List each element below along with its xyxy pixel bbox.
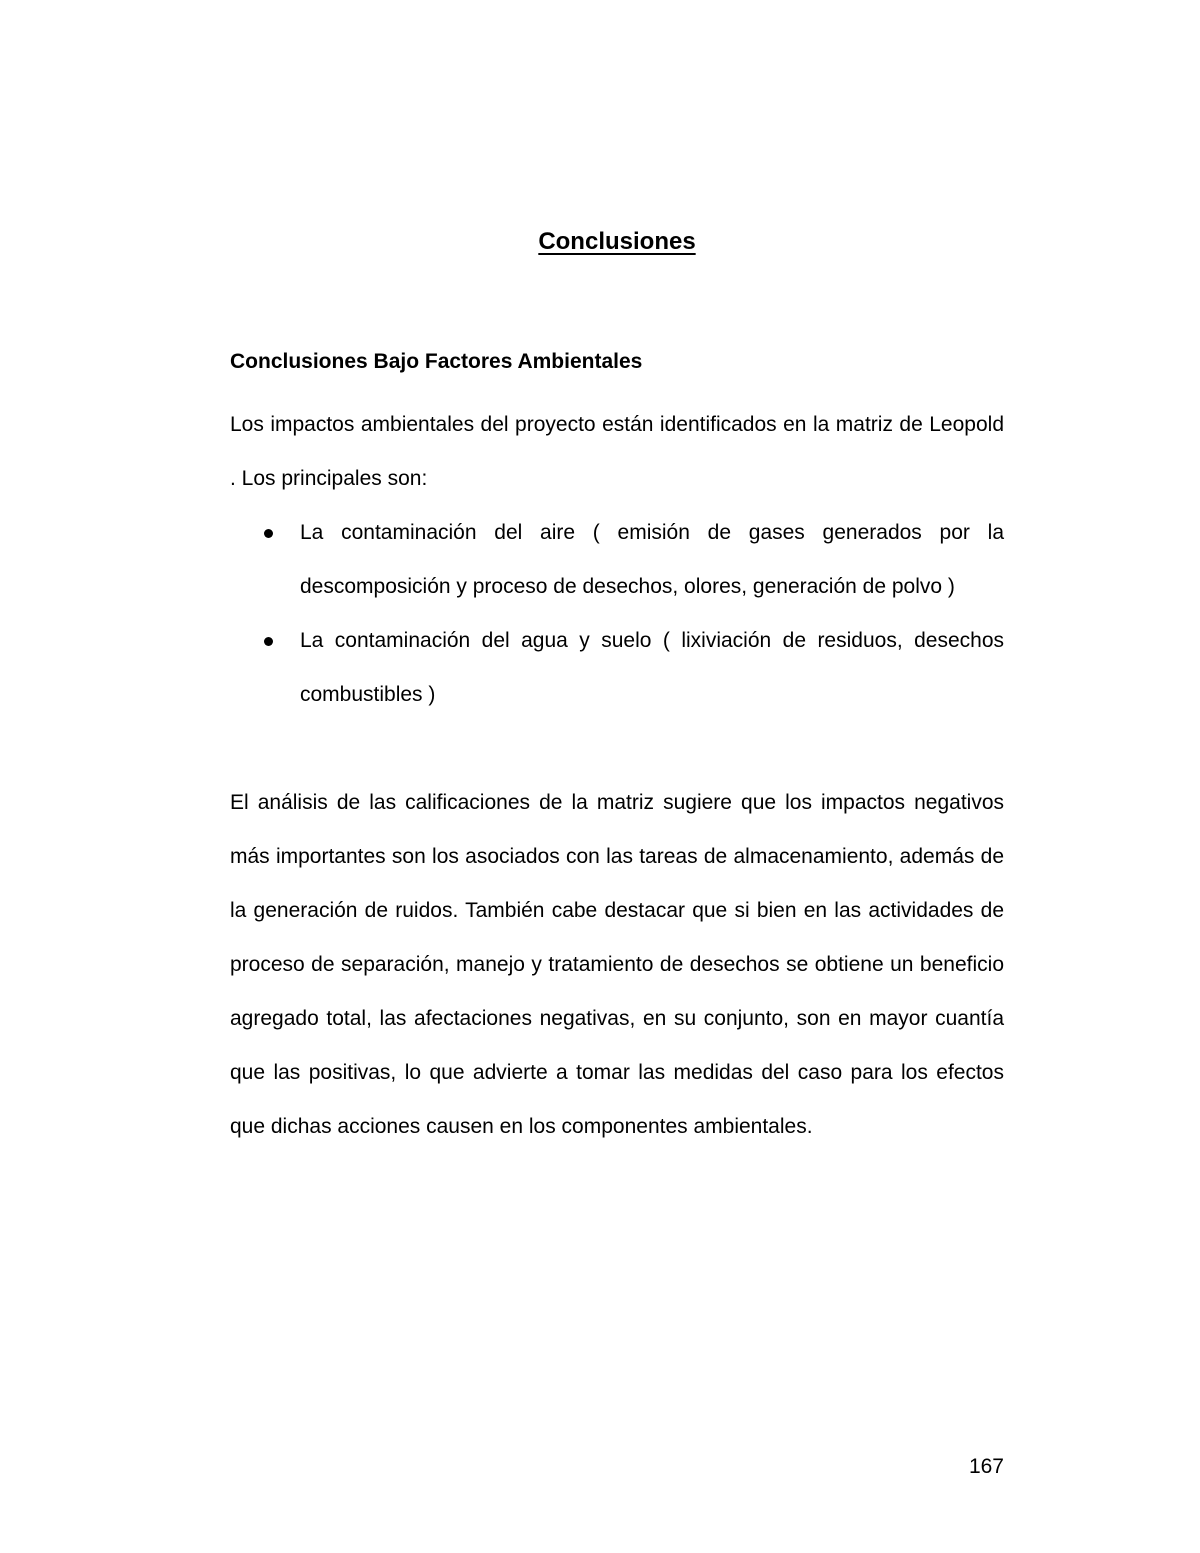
bullet-icon [264,637,273,646]
analysis-paragraph: El análisis de las calificaciones de la matriz sugiere que los impactos negativos más importantes son los asociados con las tareas de almacenamiento, además de la generación de ruidos. También cabe destacar que si bien en las actividades de proceso de separación, manejo y tratamiento de desechos se obtiene un beneficio agregado total, las afectaciones negativas, en su conjunto, son en mayor cuantía que las positivas, lo que advierte a tomar las medidas del caso para los efectos que dichas acciones causen en los componentes ambientales. [230,791,1004,1138]
section-heading: Conclusiones Bajo Factores Ambientales [230,350,643,373]
impact-list [230,506,1004,722]
list-item-text: La contaminación del aire ( emisión de gases generados por la descomposición y proceso de desechos, olores, generación de polvo ) [300,521,1004,598]
list-item [230,614,1004,722]
intro-paragraph: Los impactos ambientales del proyecto están identificados en la matriz de Leopold . Los principales son: [230,413,1004,490]
page-title: Conclusiones [538,228,696,255]
list-item [230,506,1004,614]
page-number: 167 [968,1455,1004,1478]
bullet-icon [264,529,273,538]
page-content [230,344,1004,1154]
list-item-text: La contaminación del agua y suelo ( lixiviación de residuos, desechos combustibles ) [300,629,1004,706]
